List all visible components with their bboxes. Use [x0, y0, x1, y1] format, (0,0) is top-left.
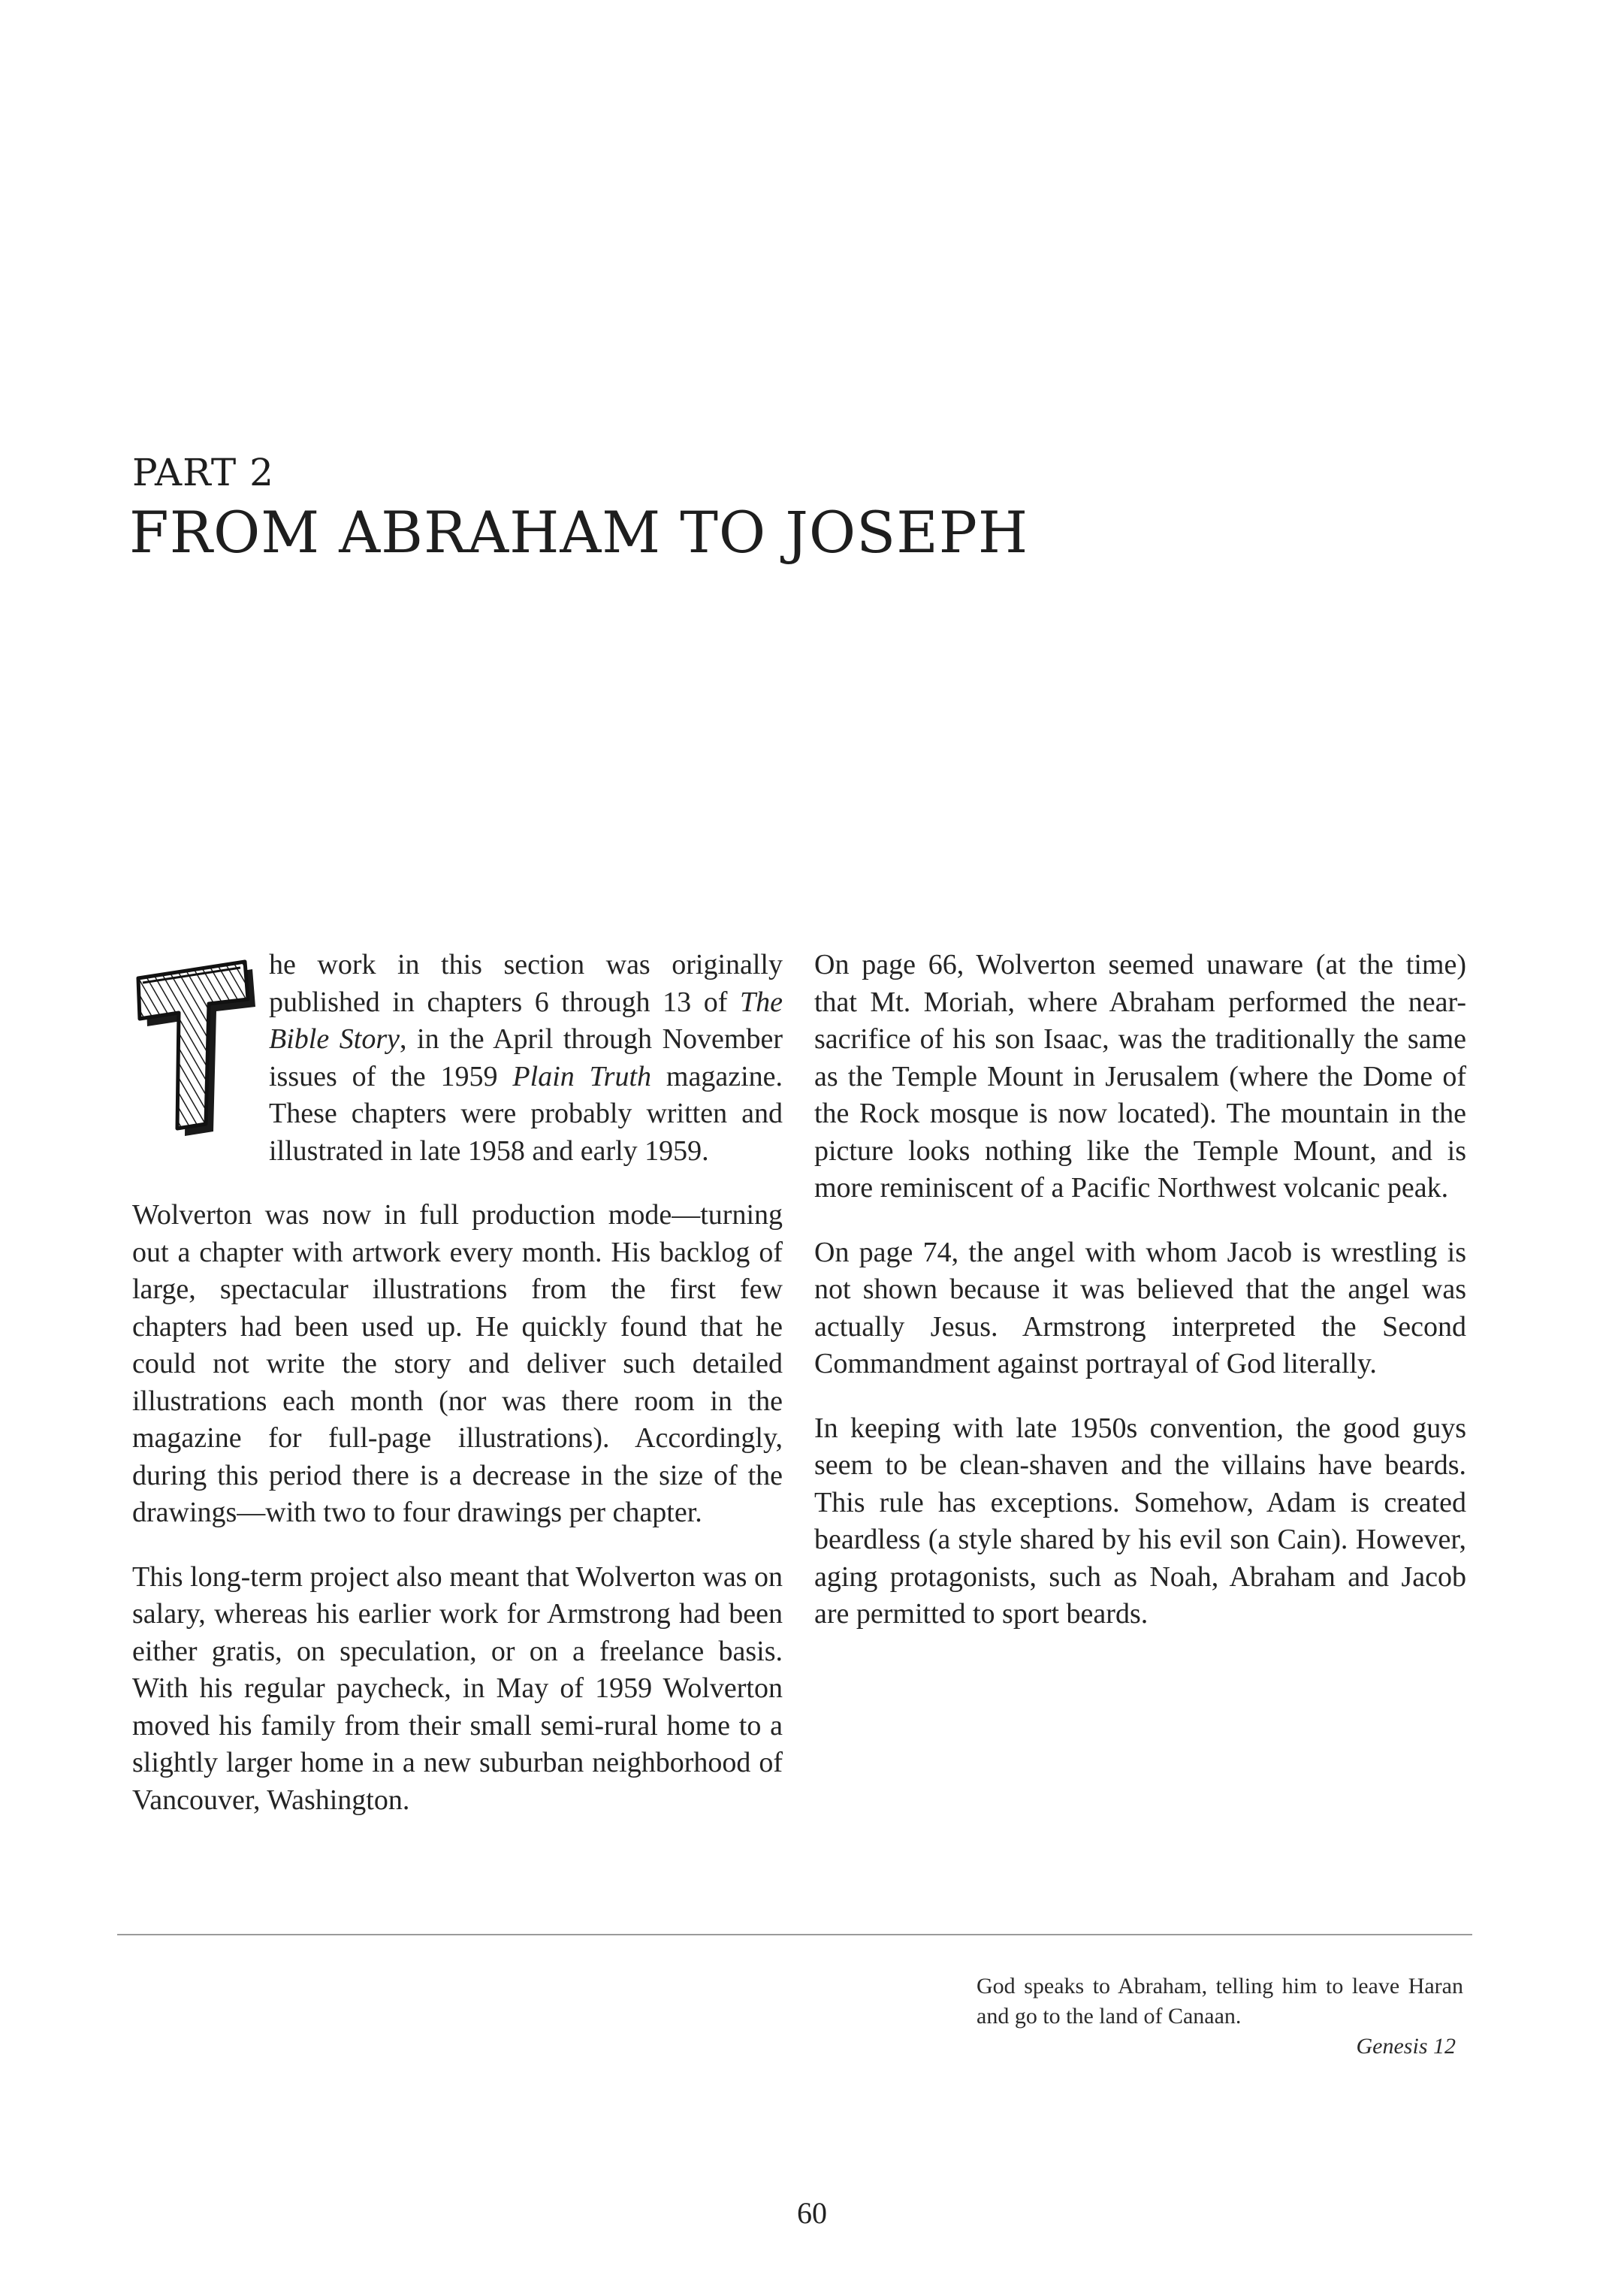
paragraph: In keeping with late 1950s convention, the good guys seem to be clean-shaven and the villains have beards. This rule has exceptions. Somehow, Adam is created beardless (a style shared by his evil son Cain). However, aging protagonists, such as Noah, Abraham and Jacob are permitted to sport beards.: [814, 1412, 1466, 1630]
paragraph: he work in this section was originally published in chapters 6 through 13 of The Bible Story, in the April through November issues of the 1959 Plain Truth magazine. These chapters were probably written and illustrated in late 1958 and early 1959.: [132, 947, 783, 1170]
part-label: PART 2: [132, 451, 274, 494]
horizontal-rule: [117, 1934, 1472, 1935]
right-column: [814, 947, 1466, 1660]
paragraph: On page 66, Wolverton seemed unaware (at the time) that Mt. Moriah, where Abraham performed the near-sacrifice of his son Isaac, was the traditionally the same as the Temple Mount in Jerusalem (where the Dome of the Rock mosque is now located). The mountain in the picture looks nothing like the Temple Mount, and is more reminiscent of a Pacific Northwest volcanic peak.: [814, 949, 1466, 1204]
caption-reference: Genesis 12: [1356, 2034, 1456, 2059]
dropcap-letter: [113, 950, 260, 1137]
paragraph: Wolverton was now in full production mode—turning out a chapter with artwork every month. His backlog of large, spectacular illustrations from the first few chapters had been used up. He quickly found that he could not write the story and deliver such detailed illustrations each month (nor was there room in the magazine for full-page illustrations). Accordingly, during this period there is a decrease in the size of the drawings—with two to four drawings per chapter.: [132, 1199, 783, 1528]
paragraph: This long-term project also meant that Wolverton was on salary, whereas his earlier work for Armstrong had been either gratis, on speculation, or on a freelance basis. With his regular paycheck, in May of 1959 Wolverton moved his family from their small semi-rural home to a slightly larger home in a new suburban neighborhood of Vancouver, Washington.: [132, 1560, 783, 1816]
left-column: [132, 947, 783, 1846]
caption-text: God speaks to Abraham, telling him to leave Haran and go to the land of Canaan.: [977, 1974, 1463, 2029]
part-title: FROM ABRAHAM TO JOSEPH: [129, 499, 1029, 566]
page-number: 60: [797, 2196, 827, 2230]
image-caption: [977, 1971, 1463, 2062]
paragraph: On page 74, the angel with whom Jacob is wrestling is not shown because it was believed that the angel was actually Jesus. Armstrong interpreted the Second Commandment against portrayal of God literally.: [814, 1236, 1466, 1379]
